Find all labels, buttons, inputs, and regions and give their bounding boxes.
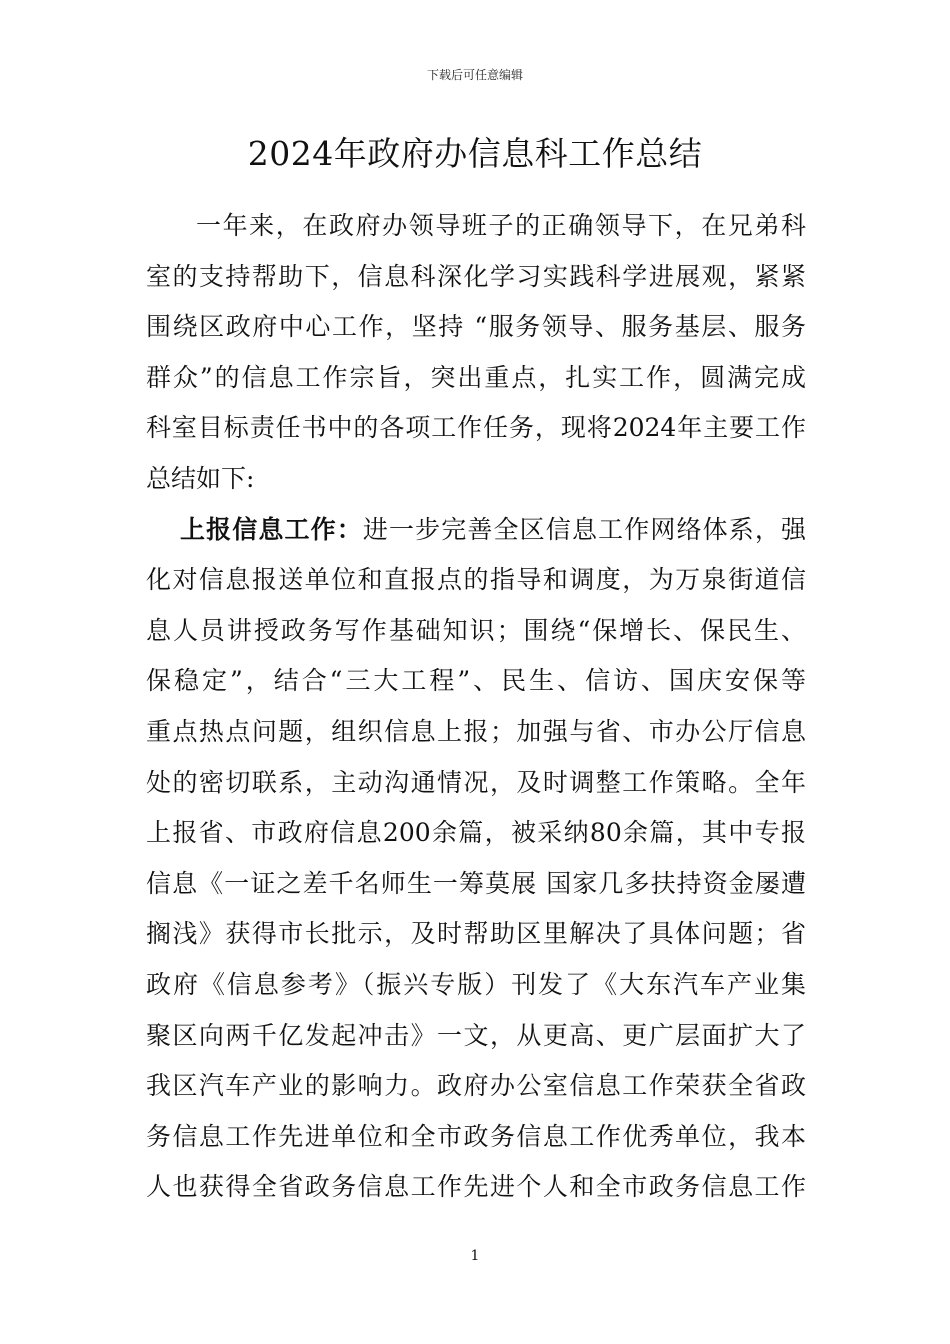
paragraph-line: 室的支持帮助下，信息科深化学习实践科学进展观，紧紧 (146, 261, 806, 291)
section-label: 上报信息工作： (180, 514, 363, 544)
document-title: 2024年政府办信息科工作总结 (247, 134, 703, 173)
paragraph-line: 政府《信息参考》（振兴专版）刊发了《大东汽车产业集 (146, 969, 806, 999)
paragraph-line: 人也获得全省政务信息工作先进个人和全市政务信息工作 (146, 1172, 806, 1202)
paragraph-line: 保稳定”，结合“三大工程”、民生、信访、国庆安保等 (146, 666, 806, 696)
paragraph-line: 重点热点问题，组织信息上报；加强与省、市办公厅信息 (146, 716, 806, 746)
document-body (146, 204, 806, 1216)
paragraph-line: 群众”的信息工作宗旨，突出重点，扎实工作，圆满完成 (146, 362, 806, 392)
paragraph-line: 化对信息报送单位和直报点的指导和调度，为万泉街道信 (146, 565, 806, 595)
paragraph-line: 信息《一证之差千名师生一筹莫展 国家几多扶持资金屡遭 (146, 868, 806, 898)
paragraph-line: 息人员讲授政务写作基础知识；围绕“保增长、保民生、 (146, 615, 806, 645)
paragraph-line: 科室目标责任书中的各项工作任务，现将2024年主要工作 (146, 413, 806, 443)
paragraph-line: 一年来，在政府办领导班子的正确领导下，在兄弟科 (196, 211, 806, 240)
paragraph-line: 围绕区政府中心工作，坚持 “服务领导、服务基层、服务 (146, 312, 806, 342)
paragraph-line: 搁浅》获得市长批示，及时帮助区里解决了具体问题；省 (146, 919, 806, 949)
paragraph-line (146, 508, 806, 559)
paragraph-line: 总结如下: (146, 463, 255, 493)
paragraph-line-text: 进一步完善全区信息工作网络体系，强 (362, 514, 806, 544)
paragraph-line: 务信息工作先进单位和全市政务信息工作优秀单位，我本 (146, 1121, 806, 1151)
page-number: 1 (470, 1248, 480, 1264)
paragraph-line: 我区汽车产业的影响力。政府办公室信息工作荣获全省政 (146, 1071, 806, 1101)
paragraph-line: 聚区向两千亿发起冲击》一文，从更高、更广层面扩大了 (146, 1020, 806, 1050)
paragraph-line: 处的密切联系，主动沟通情况，及时调整工作策略。全年 (146, 767, 806, 797)
paragraph-line: 上报省、市政府信息200余篇，被采纳80余篇，其中专报 (146, 818, 806, 848)
header-note: 下载后可任意编辑 (426, 68, 523, 82)
